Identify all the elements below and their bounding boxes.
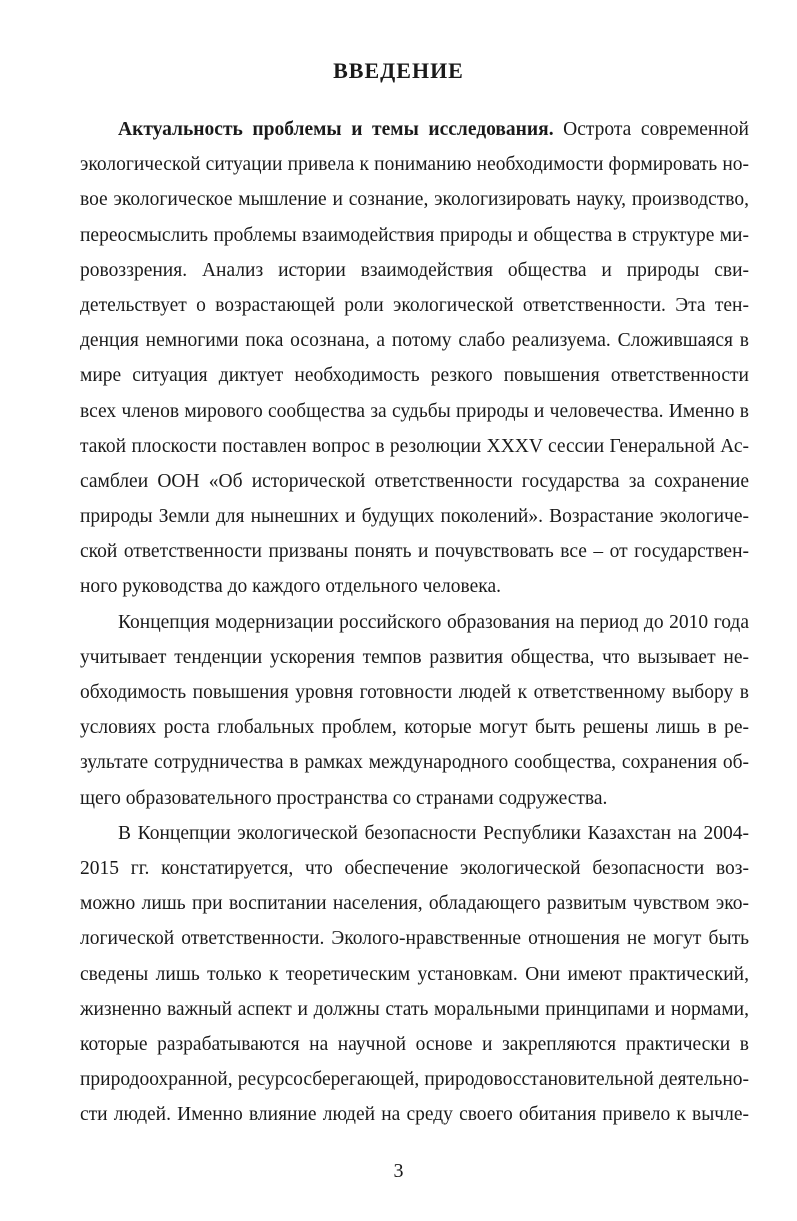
text-line bbox=[80, 112, 749, 147]
text-line: природы Земли для нынешних и будущих поколений». Возрастание экологиче- bbox=[80, 506, 749, 528]
text-line: такой плоскости поставлен вопрос в резолюции XXXV сессии Генеральной Ас- bbox=[80, 435, 749, 457]
text-line: логической ответственности. Эколого-нравственные отношения не могут быть bbox=[80, 928, 749, 950]
text-line: ного руководства до каждого отдельного человека. bbox=[80, 576, 501, 598]
page-number: 3 bbox=[393, 1160, 404, 1182]
text-line: сведены лишь только к теоретическим установкам. Они имеют практический, bbox=[80, 963, 749, 985]
text-line: обходимость повышения уровня готовности людей к ответственному выбору в bbox=[80, 682, 749, 703]
text-line: экологической ситуации привела к пониманию необходимости формировать но- bbox=[80, 154, 749, 176]
text-line: переосмыслить проблемы взаимодействия природы и общества в структуре ми- bbox=[80, 224, 749, 246]
text-line: сти людей. Именно влияние людей на среду своего обитания привело к вычле- bbox=[80, 1104, 749, 1126]
text-line: ровоззрения. Анализ истории взаимодействия общества и природы сви- bbox=[80, 259, 749, 281]
text-line: природоохранной, ресурсосберегающей, природовосстановительной деятельно- bbox=[80, 1069, 749, 1091]
text-line: которые разрабатываются на научной основе и закрепляются практически в bbox=[80, 1033, 749, 1055]
text-line: жизненно важный аспект и должны стать моральными принципами и нормами, bbox=[80, 998, 749, 1020]
text-line: детельствует о возрастающей роли экологической ответственности. Эта тен- bbox=[80, 294, 749, 316]
text-line: 2015 гг. констатируется, что обеспечение экологической безопасности воз- bbox=[80, 857, 749, 879]
text-line: мире ситуация диктует необходимость резкого повышения ответственности bbox=[80, 365, 749, 387]
text-line: условиях роста глобальных проблем, которые могут быть решены лишь в ре- bbox=[80, 717, 749, 739]
text-line: денция немногими пока осознана, а потому слабо реализуема. Сложившаяся в bbox=[80, 330, 749, 352]
page-title: ВВЕДЕНИЕ bbox=[333, 58, 464, 83]
text-line: вое экологическое мышление и сознание, экологизировать науку, производство, bbox=[80, 189, 749, 211]
text-line: зультате сотрудничества в рамках международного сообщества, сохранения об- bbox=[80, 752, 749, 774]
text-line: ской ответственности призваны понять и почувствовать все – от государствен- bbox=[80, 541, 749, 563]
text-line: учитывает тенденции ускорения темпов развития общества, что вызывает не- bbox=[80, 646, 749, 668]
lead-phrase: Актуальность проблемы и темы исследования. bbox=[118, 119, 554, 140]
text-line: самблеи ООН «Об исторической ответственности государства за сохранение bbox=[80, 470, 749, 492]
body-text bbox=[80, 112, 749, 1132]
text-line: щего образовательного пространства со странами содружества. bbox=[80, 787, 608, 809]
text-line: всех членов мирового сообщества за судьбы природы и человечества. Именно в bbox=[80, 400, 749, 422]
text-line: можно лишь при воспитании населения, обладающего развитым чувством эко- bbox=[80, 893, 749, 915]
text-line: В Концепции экологической безопасности Республики Казахстан на 2004- bbox=[118, 822, 749, 844]
text-line: Концепция модернизации российского образования на период до 2010 года bbox=[118, 611, 749, 633]
text-line-content: Острота современной bbox=[553, 119, 749, 140]
